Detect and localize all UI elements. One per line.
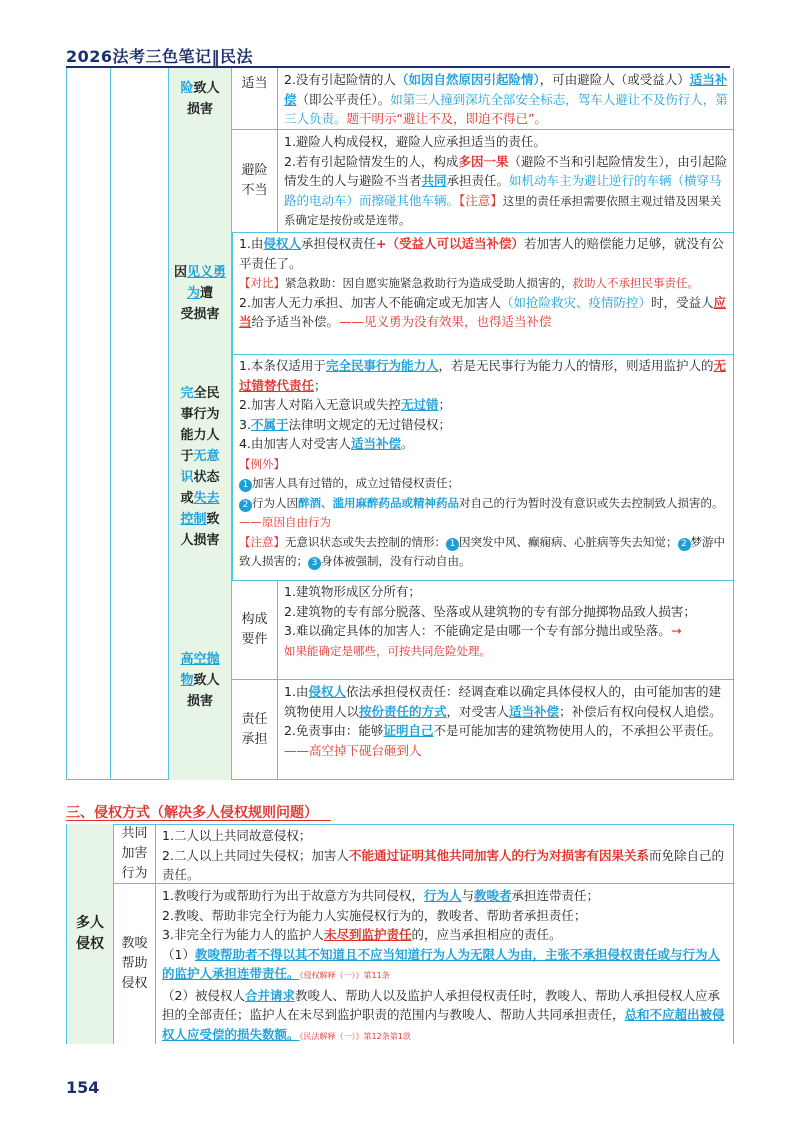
content-jiaosuo: 1.教唆行为或帮助行为出于故意方为共同侵权，行为人与教唆者承担连带责任； 2.教唆、帮助非完全行为能力人实施侵权行为的，教唆者、帮助者承担责任； 3.非完全行为能力人的监护人未尽到监护责任的，应当承担相应的责任。 （1）教唆帮助者不得以其不知道且不应当知道行为人为无限人为由，主张不承担侵权责任或与行为人的监护人承担连带责任。《侵权解释（一）》第11条 （2）被侵权人合并请求教唆人、帮助人以及监护人承担侵权责任时，教唆人、帮助人承担侵权人应承担的全部责任；监护人在未尽到监护职责的范围内与教唆人、帮助人共同承担责任，总和不应超出被侵权人应受偿的损失数额。《民法解释（一）》第12条第1款 [162,888,725,1042]
category-bixian-label: 险致人 损害 [180,81,220,117]
page-number: 154 [66,1078,100,1097]
content-zeren: 1.由侵权人依法承担侵权责任：经调查难以确定具体侵权人的，由可能加害的建筑物使用人以按份责任的方式，对受害人适当补偿；补偿后有权向侵权人追偿。 2.免责事由：能够证明自己不是可能加害的建筑物使用人的，不承担公平责任。——高空掉下砚台砸到人 [284,684,722,758]
sub-jiaosuo: 教唆 帮助 侵权 [114,884,156,1044]
col-divider-1 [110,68,111,780]
content-gongtong: 1.二人以上共同故意侵权； 2.二人以上共同过失侵权；加害人不能通过证明其他共同加害人的行为对损害有因果关系而免除自己的责任。 [156,824,734,884]
content-shidang: 2.没有引起险情的人（如因自然原因引起险情），可由避险人（或受益人）适当补偿（即公平责任）。如第三人撞到深坑全部安全标志，驾车人避让不及伤行人，第三人负责。题干明示“避让不及，即迫不得已”。 [278,68,734,130]
content-wanquan: 1.本条仅适用于完全民事行为能力人，若是无民事行为能力人的情形，则适用监护人的无过错替代责任； 2.加害人对陷入无意识或失控无过错； 3.不属于法律明文规定的无过错侵权； 4.由加害人对受害人适当补偿。 【例外】 1 加害人具有过错的，成立过错侵权责任； 2 行为人因醉酒、滥用麻醉药品或精神药品对自己的行为暂时没有意识或失去控制致人损害的。——原因自由行为 【注意】无意识状态或失去控制的情形： 1 因突发中风、癫痫病、心脏病等失去知觉； 2 梦游中致人损害的； 3 身体被强制，没有行动自由。 [232,354,734,580]
content-budang: 1.避险人构成侵权，避险人应承担适当的责任。 2.若有引起险情发生的人，构成多因一果（避险不当和引起险情发生），由引起险情发生的人与避险不当者共同承担责任。如机动车主为避让逆行的车辆（横穿马路的电动车）而擦碰其他车辆。【注意】这里的责任承担需要依照主观过错及因果关系确定是按份或是连带。 [284,134,728,227]
sub-goucheng: 构成要件 [232,580,278,680]
category-wanquan-label: 完全民 事行为 能力人 于无意 识状态 或失去 控制致 人损害 [180,386,220,548]
section3-underline [66,820,331,821]
sub-budang: 避险 不当 [232,130,278,232]
category-gaokong [168,580,232,780]
category-gaokong-label: 高空抛 物致人 损害 [180,651,220,709]
sub-gongtong: 共同 加害 行为 [114,824,156,884]
content-jianyi: 1.由侵权人承担侵权责任+（受益人可以适当补偿）若加害人的赔偿能力足够，就没有公平责任了。 【对比】紧急救助：因自愿实施紧急救助行为造成受助人损害的，救助人不承担民事责任。 2.加害人无力承担、加害人不能确定或无加害人（如抢险救灾、疫情防控）时，受益人应当给予适当补偿。——见义勇为没有效果，也得适当补偿 [232,232,734,354]
category-wanquan [168,354,232,580]
category-duoren [66,824,114,1044]
category-jianyi [168,232,232,354]
section3-title: 三、侵权方式（解决多人侵权规则问题） [66,805,318,821]
category-bixian [168,68,232,232]
category-duoren-label: 多人 侵权 [76,915,104,952]
category-jianyi-label: 因见义勇为遭 受损害 [173,264,227,322]
content-goucheng: 1.建筑物形成区分所有； 2.建筑物的专有部分脱落、坠落或从建筑物的专有部分抛掷物品致人损害； 3.难以确定具体的加害人：不能确定是由哪一个专有部分抛出或坠落。→ 如果能确定是哪些，可按共同危险处理。 [278,580,734,680]
sub-zeren: 责任承担 [232,680,278,780]
sub-shidang: 适当 [232,68,278,130]
page-header-title: 2026法考三色笔记‖民法 [66,47,254,66]
